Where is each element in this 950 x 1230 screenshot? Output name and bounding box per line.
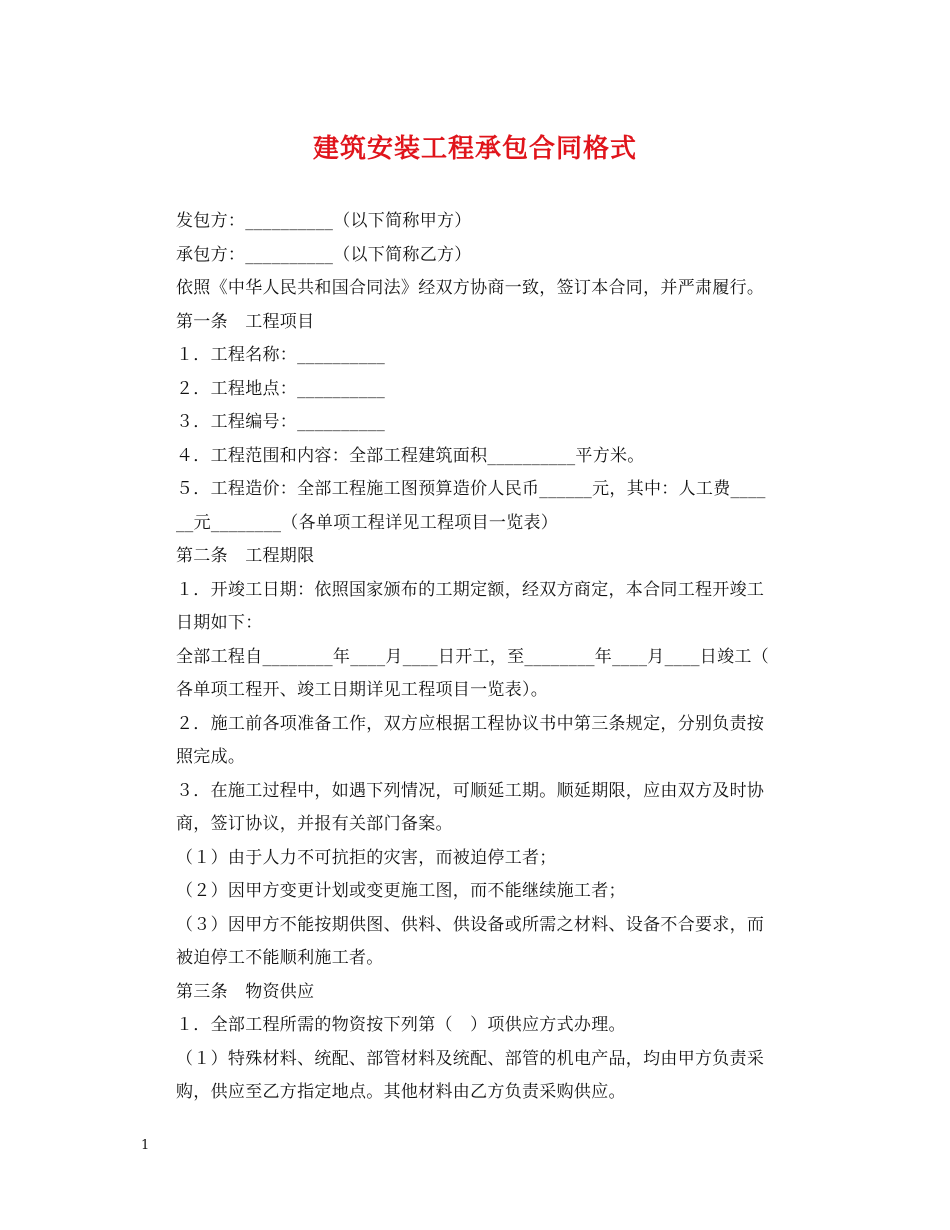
document-line: 依照《中华人民共和国合同法》经双方协商一致，签订本合同，并严肃履行。 bbox=[176, 278, 765, 298]
document-line: （２）因甲方变更计划或变更施工图，而不能继续施工者； bbox=[176, 881, 626, 901]
document-line: 全部工程自________年____月____日开工，至________年____月____日竣工（ bbox=[176, 646, 769, 667]
document-line: 购，供应至乙方指定地点。其他材料由乙方负责采购供应。 bbox=[176, 1082, 626, 1102]
document-line: １．全部工程所需的物资按下列第（ ）项供应方式办理。 bbox=[176, 1015, 626, 1035]
document-line: 照完成。 bbox=[176, 747, 246, 767]
document-line: 被迫停工不能顺利施工者。 bbox=[176, 948, 384, 968]
document-line: 商，签订协议，并报有关部门备案。 bbox=[176, 814, 453, 834]
document-line: 承包方：__________（以下简称乙方） bbox=[176, 244, 472, 265]
page-number: 1 bbox=[141, 1138, 150, 1153]
document-line: （１）特殊材料、统配、部管材料及统配、部管的机电产品，均由甲方负责采 bbox=[176, 1048, 765, 1069]
document-line: 第一条 工程项目 bbox=[176, 311, 315, 332]
document-line: ２．工程地点：__________ bbox=[176, 378, 386, 399]
document-line: ４．工程范围和内容：全部工程建筑面积__________平方米。 bbox=[176, 445, 645, 466]
document-line: 日期如下： bbox=[176, 613, 263, 633]
document-line: __元________（各单项工程详见工程项目一览表） bbox=[176, 512, 559, 533]
document-line: ５．工程造价：全部工程施工图预算造价人民币______元，其中：人工费____ bbox=[176, 479, 766, 499]
document-line: ３．工程编号：__________ bbox=[176, 412, 386, 432]
document-line: （１）由于人力不可抗拒的灾害，而被迫停工者； bbox=[176, 847, 557, 868]
document-title: 建筑安装工程承包合同格式 bbox=[312, 134, 637, 164]
document-line: ３．在施工过程中，如遇下列情况，可顺延工期。顺延期限，应由双方及时协 bbox=[176, 780, 765, 801]
document-body bbox=[176, 205, 816, 1110]
document-line: 发包方：__________（以下简称甲方） bbox=[176, 211, 472, 231]
document-line: （３）因甲方不能按期供图、供料、供设备或所需之材料、设备不合要求，而 bbox=[176, 914, 765, 935]
document-line: １．开竣工日期：依照国家颁布的工期定额，经双方商定，本合同工程开竣工 bbox=[176, 579, 765, 600]
document-line: １．工程名称：__________ bbox=[176, 345, 386, 365]
document-line: 第二条 工程期限 bbox=[176, 546, 315, 566]
document-line: 第三条 物资供应 bbox=[176, 981, 315, 1002]
document-line: 各单项工程开、竣工日期详见工程项目一览表）。 bbox=[176, 680, 549, 700]
document-line: ２．施工前各项准备工作，双方应根据工程协议书中第三条规定，分别负责按 bbox=[176, 713, 765, 734]
